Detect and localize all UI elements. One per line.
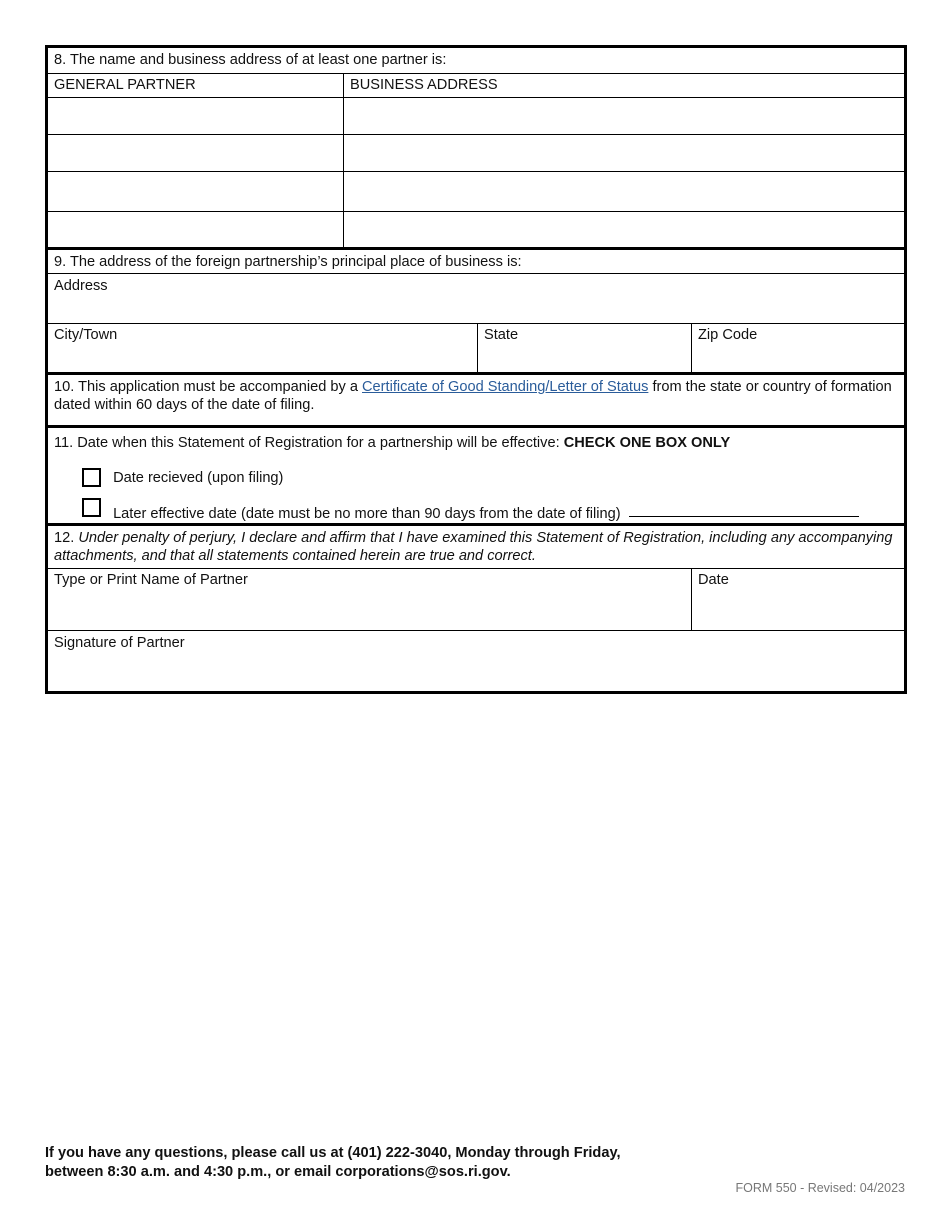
checkbox-later-date[interactable] [82, 498, 101, 517]
section-9-heading-row [48, 250, 904, 274]
city-field[interactable] [48, 324, 477, 372]
section-10-text [48, 375, 904, 417]
contact-info-line-1: If you have any questions, please call us at (401) 222-3040, Monday through Friday, [45, 1145, 621, 1161]
checkbox-upon-filing[interactable] [82, 468, 101, 487]
signature-label: Signature of Partner [54, 635, 185, 651]
partner-print-name-field[interactable] [48, 569, 691, 630]
section-11-row [48, 428, 904, 526]
date-label: Date [698, 572, 729, 588]
partner-row [48, 135, 904, 172]
contact-info [45, 1144, 621, 1182]
partner-address-field[interactable] [343, 172, 904, 211]
partner-name-field[interactable] [48, 212, 343, 247]
section-12-text [48, 526, 904, 568]
partner-row [48, 98, 904, 135]
section-10-row [48, 375, 904, 428]
section-10-text-after: from the state or country of formation dated within 60 days of the date of filing. [54, 379, 892, 413]
section-8-heading-row [48, 48, 904, 74]
registration-form [45, 45, 907, 694]
state-label: State [484, 327, 519, 343]
partner-row [48, 212, 904, 250]
partner-row [48, 172, 904, 212]
partner-name-field[interactable] [48, 135, 343, 171]
city-state-zip-row [48, 324, 904, 375]
col-general-partner: GENERAL PARTNER [54, 77, 196, 93]
signature-row[interactable] [48, 631, 904, 694]
partner-name-field[interactable] [48, 172, 343, 211]
partner-table-header [48, 74, 904, 98]
contact-info-line-2: between 8:30 a.m. and 4:30 p.m., or email corporations@sos.ri.gov. [45, 1164, 511, 1180]
option-later-date-label: Later effective date (date must be no more than 90 days from the date of filing) [113, 506, 621, 522]
zip-field[interactable] [691, 324, 904, 372]
section-12-number: 12. [54, 530, 79, 546]
partner-address-field[interactable] [343, 98, 904, 134]
partner-print-name-label: Type or Print Name of Partner [54, 572, 248, 588]
section-11-heading [48, 428, 904, 455]
address-label: Address [54, 278, 108, 294]
partner-address-field[interactable] [343, 135, 904, 171]
address-row[interactable] [48, 274, 904, 324]
certificate-link[interactable]: Certificate of Good Standing/Letter of Status [362, 379, 649, 395]
partner-name-field[interactable] [48, 98, 343, 134]
check-one-box-note: CHECK ONE BOX ONLY [563, 435, 731, 451]
section-12-row [48, 526, 904, 569]
section-10-text-before: 10. This application must be accompanied by a [54, 379, 363, 395]
perjury-declaration: Under penalty of perjury, I declare and affirm that I have examined this Statement of Registration, including any accompanying attachments, and that all statements contained herein are true and correct. [54, 530, 893, 564]
col-business-address: BUSINESS ADDRESS [343, 74, 904, 97]
option-upon-filing-label: Date recieved (upon filing) [113, 469, 284, 486]
zip-label: Zip Code [698, 327, 758, 343]
later-date-blank[interactable] [629, 516, 859, 517]
date-field[interactable] [691, 569, 904, 630]
section-11-heading-text: 11. Date when this Statement of Registration for a partnership will be effective: [54, 435, 564, 451]
city-label: City/Town [54, 327, 118, 343]
option-upon-filing[interactable] [82, 468, 283, 487]
option-later-date[interactable] [82, 498, 894, 522]
name-date-row [48, 569, 904, 631]
partner-address-field[interactable] [343, 212, 904, 247]
section-9-heading: 9. The address of the foreign partnership’s principal place of business is: [54, 254, 522, 270]
state-field[interactable] [477, 324, 691, 372]
form-revision: FORM 550 - Revised: 04/2023 [735, 1181, 905, 1195]
section-8-heading: 8. The name and business address of at least one partner is: [54, 52, 447, 68]
